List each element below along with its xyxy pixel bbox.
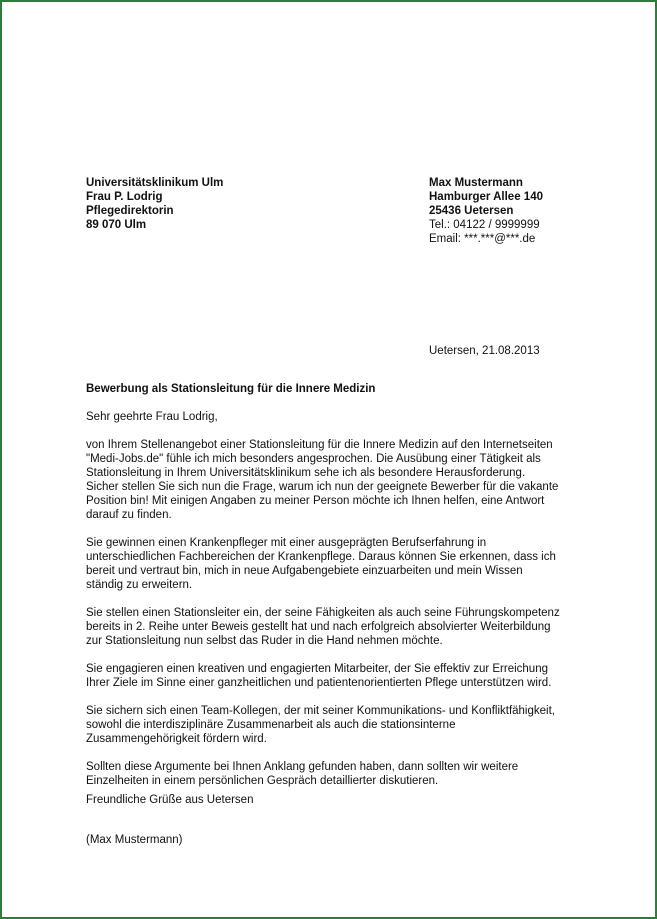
sender-city: 25436 Uetersen bbox=[429, 205, 514, 217]
sender-address bbox=[429, 176, 543, 246]
paragraph-introduction bbox=[86, 438, 586, 522]
text-line: Zusammengehörigkeit fördern wird. bbox=[86, 733, 267, 745]
paragraph-conclusion bbox=[86, 760, 586, 788]
paragraph-engagement bbox=[86, 662, 586, 690]
text-line: darauf zu finden. bbox=[86, 509, 172, 521]
text-line: zur Stationsleitung nun selbst das Ruder in die Hand nehmen möchte. bbox=[86, 635, 443, 647]
sender-email: Email: ***.***@***.de bbox=[429, 233, 536, 245]
text-line: Sollten diese Argumente bei Ihnen Anklang gefunden haben, dann sollten wir weitere bbox=[86, 761, 519, 773]
text-line: von Ihrem Stellenangebot einer Stationsleitung für die Innere Medizin auf den Internetseiten bbox=[86, 439, 553, 451]
text-line: "Medi-Jobs.de" fühle ich mich besonders angesprochen. Die Ausübung einer Tätigkeit als bbox=[86, 453, 541, 465]
sender-street: Hamburger Allee 140 bbox=[429, 191, 543, 203]
letter-salutation: Sehr geehrte Frau Lodrig, bbox=[86, 411, 218, 423]
text-line: ständig zu erweitern. bbox=[86, 579, 193, 591]
sender-name: Max Mustermann bbox=[429, 177, 523, 189]
text-line: Sie gewinnen einen Krankenpfleger mit einer ausgeprägten Berufserfahrung in bbox=[86, 537, 487, 549]
text-line: bereits in 2. Reihe unter Beweis gestellt hat und nach erfolgreich absolvierter Weiterbildung bbox=[86, 621, 551, 633]
recipient-name: Frau P. Lodrig bbox=[86, 191, 163, 203]
letter-closing: Freundliche Grüße aus Uetersen bbox=[86, 794, 254, 806]
text-line: Ihrer Ziele im Sinne einer ganzheitlichen und patientenorientierten Pflege unterstützen wird. bbox=[86, 677, 552, 689]
text-line: Sie engagieren einen kreativen und engagierten Mitarbeiter, der Sie effektiv zur Erreichung bbox=[86, 663, 548, 675]
recipient-institution: Universitätsklinikum Ulm bbox=[86, 177, 224, 189]
letter-body bbox=[86, 438, 586, 802]
recipient-city: 89 070 Ulm bbox=[86, 219, 147, 231]
sender-phone: Tel.: 04122 / 9999999 bbox=[429, 219, 540, 231]
text-line: Sicher stellen Sie sich nun die Frage, warum ich nun der geeignete Bewerber für die vakante bbox=[86, 481, 559, 493]
text-line: sowohl die interdisziplinäre Zusammenarbeit als auch die stationsinterne bbox=[86, 719, 456, 731]
recipient-address bbox=[86, 176, 223, 232]
text-line: Sie sichern sich einen Team-Kollegen, der mit seiner Kommunikations- und Konfliktfähigkeit, bbox=[86, 705, 555, 717]
letter-signature: (Max Mustermann) bbox=[86, 834, 183, 846]
paragraph-teamwork bbox=[86, 704, 586, 746]
paragraph-leadership bbox=[86, 606, 586, 648]
text-line: Sie stellen einen Stationsleiter ein, der seine Fähigkeiten als auch seine Führungskompetenz bbox=[86, 607, 560, 619]
text-line: bereit und vertraut bin, mich in neue Aufgabengebiete einzuarbeiten und mein Wissen bbox=[86, 565, 523, 577]
letter-subject: Bewerbung als Stationsleitung für die Innere Medizin bbox=[86, 383, 376, 395]
text-line: Einzelheiten in einem persönlichen Gespräch detaillierter diskutieren. bbox=[86, 775, 439, 787]
text-line: Stationsleitung in Ihrem Universitätsklinikum sehe ich als besondere Herausforderung. bbox=[86, 467, 526, 479]
recipient-title: Pflegedirektorin bbox=[86, 205, 174, 217]
text-line: unterschiedlichen Fachbereichen der Krankenpflege. Daraus können Sie erkennen, dass ich bbox=[86, 551, 556, 563]
paragraph-experience bbox=[86, 536, 586, 592]
text-line: Position bin! Mit einigen Angaben zu meiner Person möchte ich Ihnen helfen, eine Antwort bbox=[86, 495, 545, 507]
letter-date: Uetersen, 21.08.2013 bbox=[429, 345, 540, 357]
